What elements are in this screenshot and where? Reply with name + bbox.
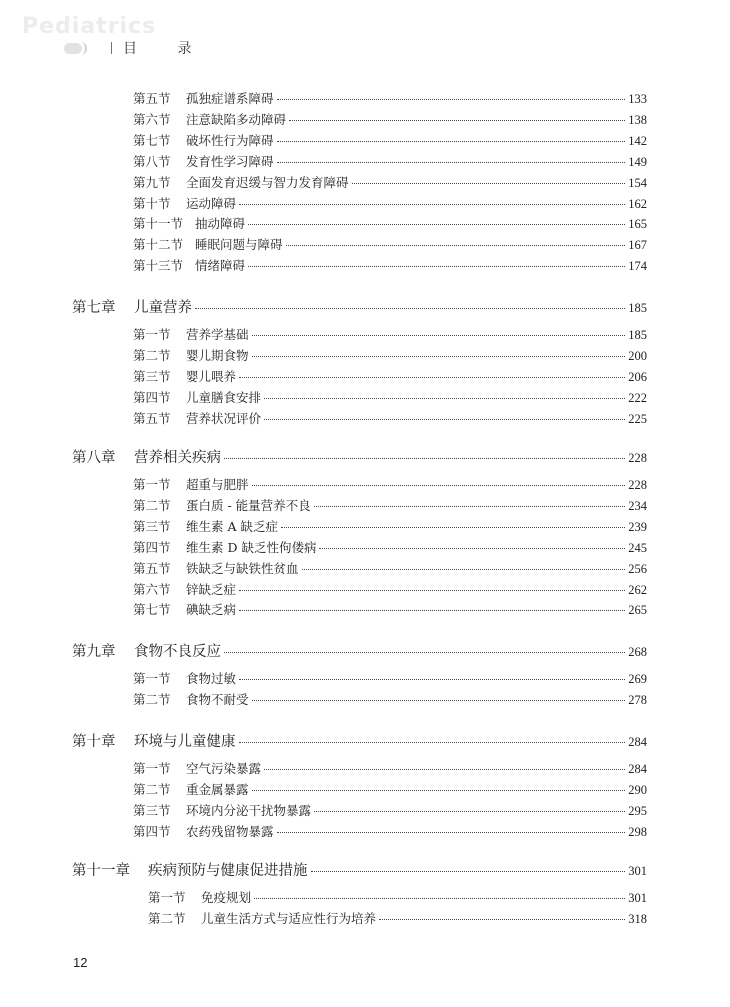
toc-section[interactable] xyxy=(133,173,647,191)
dot-leader xyxy=(248,266,625,267)
dot-leader xyxy=(379,919,625,920)
toc-section-title: 运动障碍 xyxy=(186,195,237,211)
toc-section-page: 318 xyxy=(628,911,647,926)
toc-section[interactable] xyxy=(133,256,647,274)
dot-leader xyxy=(289,120,625,121)
toc-section-title: 空气污染暴露 xyxy=(186,761,262,776)
dot-leader xyxy=(264,419,625,420)
dot-leader xyxy=(239,742,626,743)
toc-section-title: 铁缺乏与缺铁性贫血 xyxy=(186,560,299,576)
toc-section-number: 第六节 xyxy=(133,111,171,127)
toc-section[interactable] xyxy=(148,888,647,906)
toc-section-title: 重金属暴露 xyxy=(186,781,249,797)
dot-leader xyxy=(239,610,625,611)
toc-section-page: 149 xyxy=(628,154,647,169)
toc-chapter[interactable] xyxy=(72,296,647,317)
toc-section-number: 第五节 xyxy=(133,560,171,576)
dot-leader xyxy=(248,224,625,225)
pediatrics-watermark: Pediatrics xyxy=(22,14,157,39)
toc-section-number: 第三节 xyxy=(133,802,171,818)
toc-chapter-title: 环境与儿童健康 xyxy=(134,734,236,750)
toc-section-title: 营养状况评价 xyxy=(186,410,262,426)
toc-section-title: 注意缺陷多动障碍 xyxy=(186,111,287,127)
toc-section-number: 第十节 xyxy=(133,195,171,211)
toc-section-number: 第十一节 xyxy=(133,216,184,232)
toc-chapter-page: 228 xyxy=(628,451,647,465)
dot-leader xyxy=(224,652,625,653)
toc-section-number: 第五节 xyxy=(133,91,171,106)
toc-section[interactable] xyxy=(133,325,647,343)
toc-section-page: 142 xyxy=(628,133,647,148)
toc-section-page: 290 xyxy=(628,782,647,797)
toc-section-page: 234 xyxy=(628,498,647,513)
toc-section[interactable] xyxy=(133,346,647,364)
toc-section-page: 206 xyxy=(628,369,647,384)
toc-section-number: 第六节 xyxy=(133,581,171,597)
dot-leader xyxy=(314,506,626,507)
dot-leader xyxy=(264,769,625,770)
dot-leader xyxy=(281,527,625,528)
toc-section-title: 营养学基础 xyxy=(186,327,249,342)
toc-section[interactable] xyxy=(133,780,647,798)
dot-leader xyxy=(252,485,626,486)
dot-leader xyxy=(302,569,626,570)
toc-chapter-number: 第十一章 xyxy=(72,863,130,879)
toc-section[interactable] xyxy=(133,110,647,128)
toc-section-page: 295 xyxy=(628,803,647,818)
toc-section-page: 162 xyxy=(628,196,647,211)
toc-section-title: 蛋白质 - 能量营养不良 xyxy=(186,497,311,513)
toc-section-page: 256 xyxy=(628,561,647,576)
toc-chapter-number: 第十章 xyxy=(72,734,116,750)
toc-section-title: 抽动障碍 xyxy=(195,216,246,232)
dot-leader xyxy=(277,162,626,163)
toc-section[interactable] xyxy=(133,822,647,840)
toc-section-title: 食物过敏 xyxy=(186,671,237,686)
toc-section-number: 第九节 xyxy=(133,174,171,190)
toc-section[interactable] xyxy=(133,475,647,493)
toc-section-title: 锌缺乏症 xyxy=(186,581,237,597)
dot-leader xyxy=(264,398,625,399)
dot-leader xyxy=(311,871,626,872)
toc-section-page: 278 xyxy=(628,692,647,707)
toc-section-number: 第一节 xyxy=(133,327,171,342)
toc-chapter[interactable] xyxy=(72,730,647,751)
toc-section-number: 第三节 xyxy=(133,518,171,534)
toc-section-title: 儿童膳食安排 xyxy=(186,389,262,405)
toc-section-page: 228 xyxy=(628,478,647,492)
toc-section-number: 第五节 xyxy=(133,410,171,426)
toc-chapter-page: 284 xyxy=(628,735,647,749)
toc-section-number: 第二节 xyxy=(133,781,171,797)
toc-section-title: 儿童生活方式与适应性行为培养 xyxy=(201,910,377,926)
toc-section-page: 239 xyxy=(628,519,647,534)
toc-section-number: 第一节 xyxy=(148,890,186,905)
toc-section-number: 第一节 xyxy=(133,761,171,776)
toc-section-page: 185 xyxy=(628,328,647,342)
toc-section-page: 133 xyxy=(628,92,647,106)
dot-leader xyxy=(277,99,626,100)
toc-section[interactable] xyxy=(133,367,647,385)
toc-section-number: 第八节 xyxy=(133,153,171,169)
toc-section[interactable] xyxy=(133,580,647,598)
dot-leader xyxy=(277,141,626,142)
dot-leader xyxy=(239,204,625,205)
toc-section-page: 174 xyxy=(628,259,647,274)
toc-section-number: 第十三节 xyxy=(133,258,184,274)
toc-section-page: 245 xyxy=(628,540,647,555)
dot-leader xyxy=(254,898,625,899)
toc-section-number: 第三节 xyxy=(133,368,171,384)
dot-leader xyxy=(319,548,625,549)
toc-section-number: 第一节 xyxy=(133,671,171,686)
toc-section[interactable] xyxy=(133,194,647,212)
toc-section-title: 超重与肥胖 xyxy=(186,477,249,492)
toc-chapter-title: 食物不良反应 xyxy=(134,644,221,660)
dot-leader xyxy=(239,377,625,378)
toc-chapter-title: 儿童营养 xyxy=(134,300,192,316)
toc-section-title: 碘缺乏病 xyxy=(186,602,237,618)
dot-leader xyxy=(314,811,625,812)
toc-section[interactable] xyxy=(133,89,647,107)
toc-section-page: 298 xyxy=(628,824,647,839)
toc-section[interactable] xyxy=(133,538,647,556)
toc-section[interactable] xyxy=(133,690,647,708)
toc-chapter-number: 第九章 xyxy=(72,644,116,660)
dot-leader xyxy=(195,308,625,309)
toc-section-page: 265 xyxy=(628,603,647,618)
toc-chapter-title: 营养相关疾病 xyxy=(134,450,221,466)
toc-chapter-title: 疾病预防与健康促进措施 xyxy=(148,863,308,879)
toc-section-number: 第一节 xyxy=(133,477,171,492)
header-title: 目 录 xyxy=(123,41,210,57)
toc-section-page: 138 xyxy=(628,112,647,127)
toc-section[interactable] xyxy=(133,214,647,232)
toc-section-title: 婴儿喂养 xyxy=(186,368,237,384)
toc-section-page: 165 xyxy=(628,217,647,232)
toc-section-title: 孤独症谱系障碍 xyxy=(186,91,274,106)
dot-leader xyxy=(224,458,625,459)
dot-leader xyxy=(252,700,626,701)
toc-chapter-number: 第八章 xyxy=(72,450,116,466)
toc-section[interactable] xyxy=(133,669,647,687)
toc-section-title: 全面发育迟缓与智力发育障碍 xyxy=(186,174,349,190)
toc-chapter[interactable] xyxy=(72,859,647,880)
dot-leader xyxy=(239,590,625,591)
toc-section-page: 154 xyxy=(628,175,647,190)
toc-section-title: 睡眠问题与障碍 xyxy=(195,237,283,253)
toc-section[interactable] xyxy=(133,600,647,618)
toc-chapter[interactable] xyxy=(72,446,647,467)
toc-section-page: 284 xyxy=(628,762,647,776)
toc-section-number: 第二节 xyxy=(148,910,186,926)
toc-section-title: 维生素 D 缺乏性佝偻病 xyxy=(186,539,317,555)
toc-section-title: 发育性学习障碍 xyxy=(186,153,274,169)
toc-section-title: 免疫规划 xyxy=(201,890,252,905)
page-number: 12 xyxy=(73,955,88,970)
toc-section-page: 167 xyxy=(628,238,647,253)
dot-leader xyxy=(252,356,626,357)
dot-leader xyxy=(252,790,626,791)
toc-section-page: 200 xyxy=(628,348,647,363)
toc-section-title: 婴儿期食物 xyxy=(186,347,249,363)
dot-leader xyxy=(252,335,626,336)
toc-section[interactable] xyxy=(133,496,647,514)
toc-section[interactable] xyxy=(133,559,647,577)
toc-section-number: 第四节 xyxy=(133,823,171,839)
toc-section-page: 222 xyxy=(628,390,647,405)
toc-section[interactable] xyxy=(133,409,647,427)
toc-section-title: 维生素 A 缺乏症 xyxy=(186,518,278,534)
toc-section-number: 第四节 xyxy=(133,539,171,555)
toc-chapter-number: 第七章 xyxy=(72,300,116,316)
toc-section[interactable] xyxy=(133,131,647,149)
dot-leader xyxy=(352,183,626,184)
toc-section-title: 破坏性行为障碍 xyxy=(186,132,274,148)
toc-section-title: 环境内分泌干扰物暴露 xyxy=(186,802,312,818)
toc-section-title: 情绪障碍 xyxy=(195,258,246,274)
toc-section-number: 第七节 xyxy=(133,132,171,148)
toc-section-number: 第七节 xyxy=(133,602,171,618)
dot-leader xyxy=(277,832,626,833)
dot-leader xyxy=(239,679,625,680)
toc-section-page: 262 xyxy=(628,582,647,597)
toc-section-number: 第十二节 xyxy=(133,237,184,253)
toc-section[interactable] xyxy=(133,801,647,819)
toc-section-number: 第二节 xyxy=(133,347,171,363)
toc-section[interactable] xyxy=(133,759,647,777)
toc-section[interactable] xyxy=(133,517,647,535)
toc-section-number: 第四节 xyxy=(133,389,171,405)
toc-section[interactable] xyxy=(133,235,647,253)
toc-section-title: 食物不耐受 xyxy=(186,691,249,707)
dot-leader xyxy=(286,245,626,246)
toc-chapter-page: 268 xyxy=(628,645,647,659)
toc-section[interactable] xyxy=(133,152,647,170)
toc-section[interactable] xyxy=(133,388,647,406)
toc-section[interactable] xyxy=(148,909,647,927)
toc-section-page: 269 xyxy=(628,672,647,686)
toc-chapter[interactable] xyxy=(72,640,647,661)
toc-section-number: 第二节 xyxy=(133,691,171,707)
toc-section-number: 第二节 xyxy=(133,497,171,513)
toc-chapter-page: 301 xyxy=(628,864,647,878)
toc-section-title: 农药残留物暴露 xyxy=(186,823,274,839)
toc-section-page: 225 xyxy=(628,411,647,426)
toc-section-page: 301 xyxy=(628,891,647,905)
toc-chapter-page: 185 xyxy=(628,301,647,315)
